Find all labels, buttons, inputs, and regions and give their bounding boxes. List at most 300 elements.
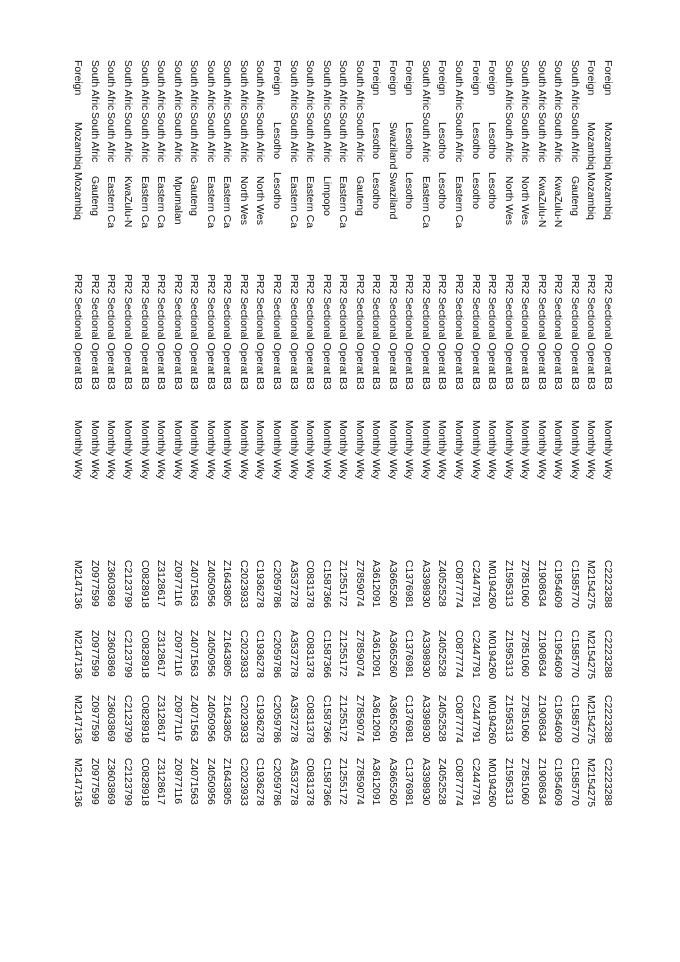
band-cell: PR2	[237, 274, 249, 295]
id-cell: M0194260	[486, 758, 498, 808]
frequency-cell: Monthly Wky	[502, 420, 514, 480]
grade-cell: B3	[320, 377, 332, 390]
nationality-cell: South Afric	[105, 60, 117, 111]
band-cell: PR2	[568, 274, 580, 295]
destination-cell: Eastern Ca	[221, 176, 233, 228]
table-row	[334, 60, 350, 940]
province-cell: South Afric	[320, 112, 332, 163]
nationality-cell: Foreign	[370, 60, 382, 96]
nationality-cell: Foreign	[585, 60, 597, 96]
destination-cell: Lesotho	[436, 172, 448, 209]
id-cell: C1585770	[568, 560, 580, 608]
id-cell: C0831378	[304, 560, 316, 608]
id-cell: C2447791	[469, 695, 481, 743]
table-row	[350, 60, 366, 940]
id-cell: Z4071563	[188, 630, 200, 677]
table-row	[466, 60, 482, 940]
id-cell: Z3603869	[105, 695, 117, 742]
id-cell: C1587366	[320, 695, 332, 743]
id-cell: Z1255172	[337, 630, 349, 677]
unit-cell: Sectional Operat	[171, 297, 183, 375]
province-cell: South Afric	[122, 112, 134, 163]
province-cell: South Afric	[138, 112, 150, 163]
destination-cell: Eastern Ca	[287, 176, 299, 228]
table-row	[384, 60, 400, 940]
id-cell: Z3128617	[155, 560, 167, 607]
province-cell: Mozambiq	[585, 122, 597, 170]
nationality-cell: South Afric	[337, 60, 349, 111]
band-cell: PR2	[370, 274, 382, 295]
band-cell: PR2	[419, 274, 431, 295]
table-row	[135, 60, 151, 940]
id-cell: C2447791	[469, 630, 481, 678]
id-cell: A3537278	[287, 695, 299, 743]
id-cell: Z1595313	[502, 630, 514, 677]
id-cell: C1376981	[403, 695, 415, 743]
id-cell: Z1908634	[535, 695, 547, 742]
table-row	[251, 60, 267, 940]
destination-cell: Eastern Ca	[304, 176, 316, 228]
id-cell: A3612091	[370, 695, 382, 743]
province-cell: South Afric	[155, 112, 167, 163]
id-cell: A3398930	[419, 758, 431, 806]
frequency-cell: Monthly Wky	[254, 420, 266, 480]
band-cell: PR2	[320, 274, 332, 295]
id-cell: M2154275	[585, 695, 597, 745]
destination-cell: Lesotho	[486, 172, 498, 209]
id-cell: C1954609	[552, 695, 564, 743]
table-row	[433, 60, 449, 940]
table-row	[86, 60, 102, 940]
table-row	[69, 60, 85, 940]
frequency-cell: Monthly Wky	[353, 420, 365, 480]
province-cell: South Afric	[171, 112, 183, 163]
destination-cell: KwaZulu-N	[122, 176, 134, 228]
nationality-cell: South Afric	[237, 60, 249, 111]
grade-cell: B3	[436, 377, 448, 390]
id-cell: M2147136	[72, 630, 84, 680]
table-row	[284, 60, 300, 940]
nationality-cell: South Afric	[353, 60, 365, 111]
table-row	[417, 60, 433, 940]
nationality-cell: South Afric	[155, 60, 167, 111]
band-cell: PR2	[188, 274, 200, 295]
band-cell: PR2	[453, 274, 465, 295]
unit-cell: Sectional Operat	[568, 297, 580, 375]
province-cell: Mozambiq	[602, 122, 613, 170]
nationality-cell: Foreign	[403, 60, 415, 96]
id-cell: Z0977599	[88, 560, 100, 607]
nationality-cell: South Afric	[535, 60, 547, 111]
grade-cell: B3	[188, 377, 200, 390]
id-cell: C2023933	[237, 630, 249, 678]
table-row	[317, 60, 333, 940]
id-cell: M2147136	[72, 695, 84, 745]
province-cell: South Afric	[453, 112, 465, 163]
band-cell: PR2	[469, 274, 481, 295]
table-row	[566, 60, 582, 940]
unit-cell: Sectional Operat	[254, 297, 266, 375]
id-cell: C2223288	[602, 758, 613, 806]
id-cell: Z0977116	[171, 560, 183, 607]
nationality-cell: South Afric	[188, 60, 200, 111]
nationality-cell: South Afric	[122, 60, 134, 111]
id-cell: M0194260	[486, 695, 498, 745]
nationality-cell: South Afric	[453, 60, 465, 111]
table-row	[235, 60, 251, 940]
destination-cell: Eastern Ca	[419, 176, 431, 228]
grade-cell: B3	[353, 377, 365, 390]
band-cell: PR2	[88, 274, 100, 295]
band-cell: PR2	[337, 274, 349, 295]
unit-cell: Sectional Operat	[88, 297, 100, 375]
grade-cell: B3	[88, 377, 100, 390]
id-cell: C0831378	[304, 695, 316, 743]
frequency-cell: Monthly Wky	[188, 420, 200, 480]
nationality-cell: South Afric	[88, 60, 100, 111]
unit-cell: Sectional Operat	[155, 297, 167, 375]
unit-cell: Sectional Operat	[353, 297, 365, 375]
id-cell: Z7851060	[519, 560, 531, 607]
province-cell: South Afric	[287, 112, 299, 163]
band-cell: PR2	[436, 274, 448, 295]
id-cell: C2123799	[122, 695, 134, 743]
unit-cell: Sectional Operat	[271, 297, 282, 375]
destination-cell: Eastern Ca	[155, 176, 167, 228]
destination-cell: Gauteng	[353, 176, 365, 216]
id-cell: C1936278	[254, 630, 266, 678]
province-cell: South Afric	[419, 112, 431, 163]
province-cell: South Afric	[254, 112, 266, 163]
destination-cell: Limpopo	[320, 176, 332, 216]
unit-cell: Sectional Operat	[486, 297, 498, 375]
unit-cell: Sectional Operat	[370, 297, 382, 375]
nationality-cell: South Afric	[171, 60, 183, 111]
id-cell: Z1643805	[221, 630, 233, 677]
destination-cell: Mozambiq	[72, 172, 84, 220]
id-cell: C2059786	[271, 758, 282, 806]
frequency-cell: Monthly Wky	[221, 420, 233, 480]
id-cell: C2223288	[602, 695, 613, 743]
destination-cell: Gauteng	[568, 176, 580, 216]
id-cell: Z1255172	[337, 560, 349, 607]
table-row	[185, 60, 201, 940]
unit-cell: Sectional Operat	[122, 297, 134, 375]
id-cell: C2123799	[122, 630, 134, 678]
band-cell: PR2	[221, 274, 233, 295]
unit-cell: Sectional Operat	[337, 297, 349, 375]
id-cell: Z0977116	[171, 630, 183, 677]
id-cell: C1936278	[254, 695, 266, 743]
band-cell: PR2	[287, 274, 299, 295]
id-cell: Z1595313	[502, 758, 514, 805]
id-cell: C0828918	[138, 630, 150, 678]
table-row	[268, 60, 284, 940]
id-cell: M0194260	[486, 560, 498, 610]
id-cell: Z1908634	[535, 560, 547, 607]
table-row	[516, 60, 532, 940]
id-cell: Z3128617	[155, 630, 167, 677]
frequency-cell: Monthly Wky	[204, 420, 216, 480]
id-cell: A3398930	[419, 630, 431, 678]
id-cell: Z7851060	[519, 695, 531, 742]
grade-cell: B3	[171, 377, 183, 390]
grade-cell: B3	[204, 377, 216, 390]
frequency-cell: Monthly Wky	[138, 420, 150, 480]
id-cell: A3665260	[386, 630, 398, 678]
table-row	[367, 60, 383, 940]
unit-cell: Sectional Operat	[72, 297, 84, 375]
unit-cell: Sectional Operat	[469, 297, 481, 375]
province-cell: Swaziland	[386, 122, 398, 170]
frequency-cell: Monthly Wky	[469, 420, 481, 480]
grade-cell: B3	[370, 377, 382, 390]
id-cell: Z1908634	[535, 630, 547, 677]
unit-cell: Sectional Operat	[453, 297, 465, 375]
id-cell: C2059786	[271, 695, 282, 743]
nationality-cell: South Afric	[287, 60, 299, 111]
band-cell: PR2	[486, 274, 498, 295]
id-cell: Z4052528	[436, 560, 448, 607]
id-cell: C0877774	[453, 758, 465, 806]
id-cell: A3665260	[386, 695, 398, 743]
id-cell: M2154275	[585, 630, 597, 680]
id-cell: C1936278	[254, 560, 266, 608]
id-cell: A3398930	[419, 695, 431, 743]
table-row	[301, 60, 317, 940]
table-row	[499, 60, 515, 940]
grade-cell: B3	[453, 377, 465, 390]
id-cell: Z1255172	[337, 695, 349, 742]
frequency-cell: Monthly Wky	[535, 420, 547, 480]
frequency-cell: Monthly Wky	[552, 420, 564, 480]
destination-cell: Eastern Ca	[204, 176, 216, 228]
frequency-cell: Monthly Wky	[486, 420, 498, 480]
frequency-cell: Monthly Wky	[453, 420, 465, 480]
table-row	[483, 60, 499, 940]
grade-cell: B3	[535, 377, 547, 390]
id-cell: C0877774	[453, 560, 465, 608]
unit-cell: Sectional Operat	[602, 297, 613, 375]
nationality-cell: Foreign	[469, 60, 481, 96]
table-row	[202, 60, 218, 940]
id-cell: C2123799	[122, 560, 134, 608]
id-cell: C2023933	[237, 695, 249, 743]
nationality-cell: South Afric	[304, 60, 316, 111]
frequency-cell: Monthly Wky	[304, 420, 316, 480]
frequency-cell: Monthly Wky	[419, 420, 431, 480]
band-cell: PR2	[585, 274, 597, 295]
id-cell: Z4052528	[436, 630, 448, 677]
destination-cell: North Wes	[254, 176, 266, 225]
frequency-cell: Monthly Wky	[287, 420, 299, 480]
table-row	[400, 60, 416, 940]
id-cell: Z1595313	[502, 695, 514, 742]
id-cell: Z0977599	[88, 695, 100, 742]
province-cell: Lesotho	[370, 122, 382, 159]
id-cell: A3537278	[287, 758, 299, 806]
id-cell: C1376981	[403, 758, 415, 806]
province-cell: Lesotho	[486, 122, 498, 159]
band-cell: PR2	[535, 274, 547, 295]
nationality-cell: South Afric	[204, 60, 216, 111]
id-cell: Z3603869	[105, 758, 117, 805]
province-cell: South Afric	[204, 112, 216, 163]
nationality-cell: Foreign	[271, 60, 282, 96]
id-cell: C2023933	[237, 758, 249, 806]
province-cell: South Afric	[568, 112, 580, 163]
id-cell: C2059786	[271, 560, 282, 608]
nationality-cell: Foreign	[386, 60, 398, 96]
nationality-cell: South Afric	[138, 60, 150, 111]
destination-cell: Gauteng	[88, 176, 100, 216]
destination-cell: Eastern Ca	[337, 176, 349, 228]
province-cell: Lesotho	[403, 122, 415, 159]
id-cell: C0877774	[453, 630, 465, 678]
destination-cell: Lesotho	[469, 172, 481, 209]
unit-cell: Sectional Operat	[138, 297, 150, 375]
destination-cell: Mpumalan	[171, 176, 183, 225]
band-cell: PR2	[204, 274, 216, 295]
id-cell: A3612091	[370, 630, 382, 678]
frequency-cell: Monthly Wky	[337, 420, 349, 480]
id-cell: Z7859074	[353, 630, 365, 677]
nationality-cell: South Afric	[320, 60, 332, 111]
id-cell: C2223288	[602, 560, 613, 608]
nationality-cell: South Afric	[568, 60, 580, 111]
id-cell: C1376981	[403, 560, 415, 608]
band-cell: PR2	[353, 274, 365, 295]
id-cell: C1585770	[568, 758, 580, 806]
frequency-cell: Monthly Wky	[88, 420, 100, 480]
band-cell: PR2	[519, 274, 531, 295]
id-cell: Z4052528	[436, 695, 448, 742]
table-row	[102, 60, 118, 940]
province-cell: South Afric	[88, 112, 100, 163]
unit-cell: Sectional Operat	[419, 297, 431, 375]
unit-cell: Sectional Operat	[221, 297, 233, 375]
province-cell: South Afric	[188, 112, 200, 163]
grade-cell: B3	[138, 377, 150, 390]
id-cell: Z4050956	[204, 695, 216, 742]
grade-cell: B3	[304, 377, 316, 390]
unit-cell: Sectional Operat	[105, 297, 117, 375]
frequency-cell: Monthly Wky	[72, 420, 84, 480]
id-cell: C0828918	[138, 560, 150, 608]
grade-cell: B3	[552, 377, 564, 390]
id-cell: C1587366	[320, 630, 332, 678]
band-cell: PR2	[138, 274, 150, 295]
frequency-cell: Monthly Wky	[436, 420, 448, 480]
id-cell: M0194260	[486, 630, 498, 680]
table-row	[450, 60, 466, 940]
id-cell: M2154275	[585, 560, 597, 610]
province-cell: South Afric	[337, 112, 349, 163]
nationality-cell: South Afric	[419, 60, 431, 111]
id-cell: C1376981	[403, 630, 415, 678]
destination-cell: Eastern Ca	[453, 176, 465, 228]
id-cell: Z3603869	[105, 560, 117, 607]
rotated-data-table	[60, 60, 615, 940]
grade-cell: B3	[585, 377, 597, 390]
id-cell: C0831378	[304, 758, 316, 806]
id-cell: Z0977116	[171, 695, 183, 742]
id-cell: Z4050956	[204, 758, 216, 805]
id-cell: C1954609	[552, 758, 564, 806]
id-cell: M2154275	[585, 758, 597, 808]
province-cell: South Afric	[221, 112, 233, 163]
destination-cell: Mozambiq	[585, 172, 597, 220]
frequency-cell: Monthly Wky	[171, 420, 183, 480]
destination-cell: Gauteng	[188, 176, 200, 216]
id-cell: C1585770	[568, 630, 580, 678]
unit-cell: Sectional Operat	[204, 297, 216, 375]
id-cell: Z4050956	[204, 560, 216, 607]
id-cell: A3665260	[386, 560, 398, 608]
destination-cell: KwaZulu-N	[535, 176, 547, 228]
band-cell: PR2	[171, 274, 183, 295]
province-cell: Mozambiq	[72, 122, 84, 170]
id-cell: C2223288	[602, 630, 613, 678]
id-cell: Z1643805	[221, 758, 233, 805]
frequency-cell: Monthly Wky	[155, 420, 167, 480]
province-cell: Lesotho	[436, 122, 448, 159]
province-cell: South Afric	[237, 112, 249, 163]
province-cell: South Afric	[304, 112, 316, 163]
id-cell: Z1255172	[337, 758, 349, 805]
grade-cell: B3	[568, 377, 580, 390]
province-cell: South Afric	[353, 112, 365, 163]
grade-cell: B3	[469, 377, 481, 390]
frequency-cell: Monthly Wky	[519, 420, 531, 480]
id-cell: Z3128617	[155, 695, 167, 742]
unit-cell: Sectional Operat	[386, 297, 398, 375]
id-cell: C0828918	[138, 695, 150, 743]
frequency-cell: Monthly Wky	[105, 420, 117, 480]
id-cell: A3537278	[287, 560, 299, 608]
band-cell: PR2	[105, 274, 117, 295]
frequency-cell: Monthly Wky	[122, 420, 134, 480]
id-cell: Z4052528	[436, 758, 448, 805]
frequency-cell: Monthly Wky	[403, 420, 415, 480]
table-row	[168, 60, 184, 940]
id-cell: Z0977599	[88, 758, 100, 805]
id-cell: A3398930	[419, 560, 431, 608]
id-cell: C1954609	[552, 630, 564, 678]
id-cell: C0877774	[453, 695, 465, 743]
id-cell: A3537278	[287, 630, 299, 678]
frequency-cell: Monthly Wky	[568, 420, 580, 480]
id-cell: A3665260	[386, 758, 398, 806]
table-row	[599, 60, 615, 940]
frequency-cell: Monthly Wky	[320, 420, 332, 480]
unit-cell: Sectional Operat	[519, 297, 531, 375]
grade-cell: B3	[602, 377, 613, 390]
unit-cell: Sectional Operat	[552, 297, 564, 375]
id-cell: Z7859074	[353, 560, 365, 607]
band-cell: PR2	[72, 274, 84, 295]
unit-cell: Sectional Operat	[436, 297, 448, 375]
unit-cell: Sectional Operat	[237, 297, 249, 375]
table-row	[218, 60, 234, 940]
id-cell: Z1908634	[535, 758, 547, 805]
unit-cell: Sectional Operat	[502, 297, 514, 375]
id-cell: C2123799	[122, 758, 134, 806]
id-cell: Z0977599	[88, 630, 100, 677]
destination-cell: Lesotho	[271, 172, 282, 209]
nationality-cell: Foreign	[436, 60, 448, 96]
id-cell: C1587366	[320, 758, 332, 806]
